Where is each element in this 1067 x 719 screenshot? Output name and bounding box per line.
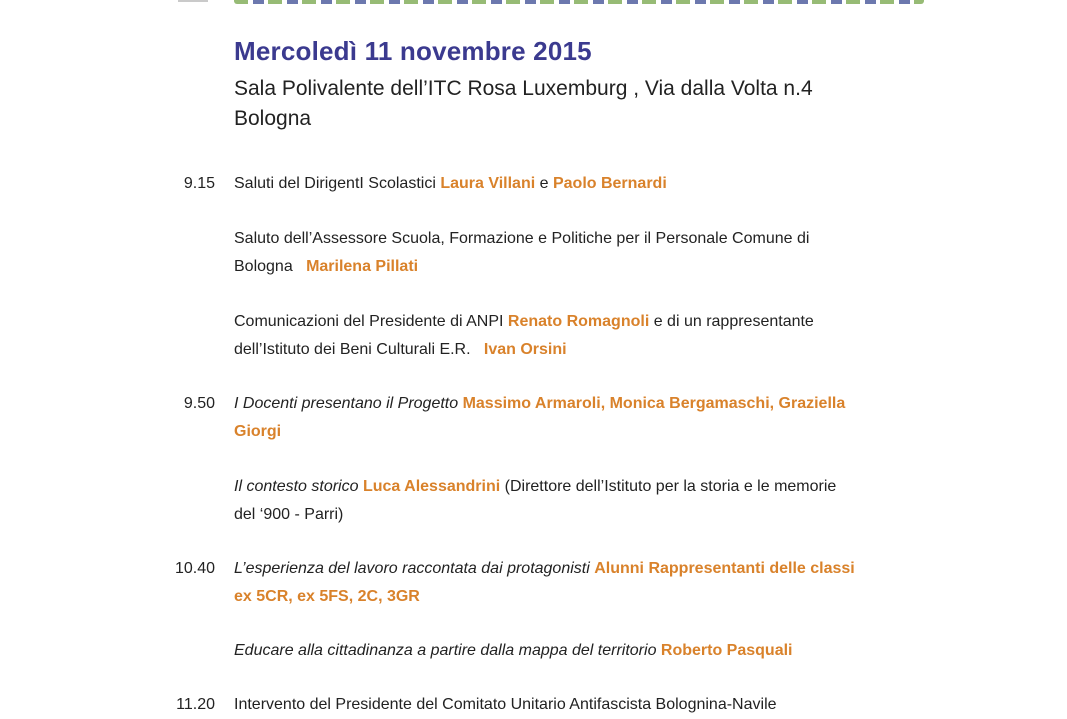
speaker-name: Paolo Bernardi <box>552 175 667 192</box>
text-line <box>234 253 934 281</box>
speaker-name: Ivan Orsini <box>483 341 567 358</box>
text-line <box>234 583 934 611</box>
text-segment: Il contesto storico <box>234 478 363 495</box>
text-line <box>234 336 934 364</box>
speaker-name: Giorgi <box>234 423 282 440</box>
speaker-name: Roberto Pasquali <box>660 642 793 659</box>
text-line <box>234 418 934 446</box>
text-segment: Educare alla cittadinanza a partire dalla mappa del territorio <box>234 642 661 659</box>
cropped-header-fragment <box>178 0 208 2</box>
program-text <box>234 555 934 611</box>
program-text: Intervento del Presidente del Comitato Unitario Antifascista Bolognina-Navile <box>234 696 777 713</box>
speaker-name: Renato Romagnoli <box>507 313 650 330</box>
time-label: 11.20 <box>176 696 215 713</box>
venue-line-2: Bologna <box>234 107 312 130</box>
text-segment: dell’Istituto dei Beni Culturali E.R. <box>234 341 475 358</box>
text-segment: Comunicazioni del Presidente di ANPI <box>234 313 508 330</box>
time-label: 9.50 <box>183 395 215 412</box>
text-segment: Saluti del DirigentI Scolastici <box>234 175 441 192</box>
program-text <box>234 170 934 198</box>
program-text <box>234 308 934 364</box>
cropped-title-fragment <box>234 0 924 4</box>
speaker-name: Laura Villani <box>440 175 536 192</box>
text-segment: e di un rappresentante <box>649 313 814 330</box>
text-segment: e <box>535 175 553 192</box>
program-text <box>234 473 934 529</box>
speaker-name: Alunni Rappresentanti delle classi <box>594 560 855 577</box>
venue-line-1: Sala Polivalente dell’ITC Rosa Luxemburg , Via dalla Volta n.4 <box>234 77 813 100</box>
text-line <box>234 555 934 583</box>
speaker-name: Marilena Pillati <box>306 258 419 275</box>
text-segment: (Direttore dell’Istituto per la storia e le memorie <box>500 478 837 495</box>
program-text <box>234 390 934 446</box>
text-line <box>234 308 934 336</box>
text-segment: I Docenti presentano il Progetto <box>234 395 463 412</box>
program-text <box>234 225 934 281</box>
time-label: 10.40 <box>174 560 215 577</box>
text-line: del ‘900 - Parri) <box>234 506 344 523</box>
event-venue <box>234 74 813 134</box>
text-line <box>234 390 934 418</box>
text-line <box>234 473 934 501</box>
time-label: 9.15 <box>183 175 215 192</box>
event-date: Mercoledì 11 novembre 2015 <box>234 36 592 66</box>
text-segment: Bologna <box>234 258 298 275</box>
speaker-name: ex 5CR, ex 5FS, 2C, 3GR <box>234 588 420 605</box>
text-line: Saluto dell’Assessore Scuola, Formazione e Politiche per il Personale Comune di <box>234 230 810 247</box>
speaker-name: Luca Alessandrini <box>362 478 501 495</box>
text-segment: L’esperienza del lavoro raccontata dai protagonisti <box>234 560 595 577</box>
program-text <box>234 637 934 665</box>
speaker-name: Massimo Armaroli, Monica Bergamaschi, Graziella <box>462 395 846 412</box>
